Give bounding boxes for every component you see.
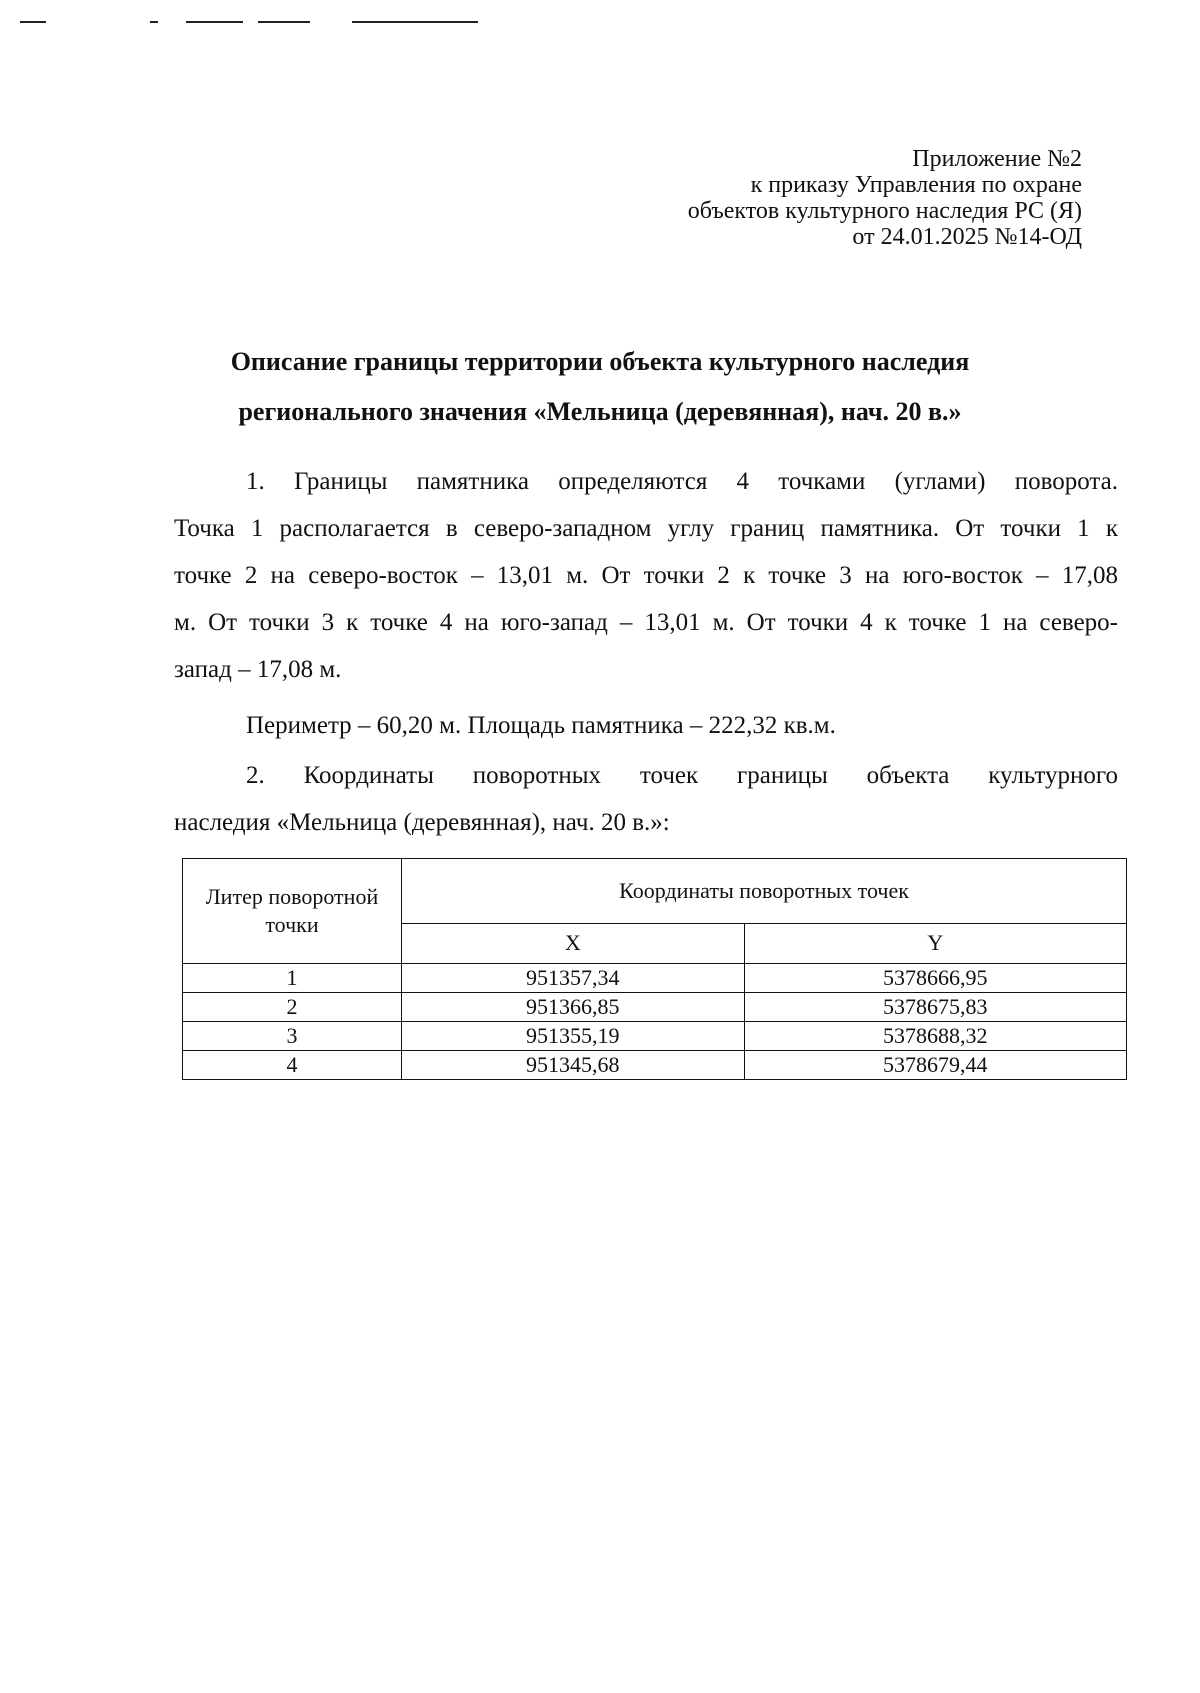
paragraph-line: точке 2 на северо-восток – 13,01 м. От точки 2 к точке 3 на юго-восток – 17,08 xyxy=(174,562,1118,589)
y-cell: 5378675,83 xyxy=(744,993,1126,1022)
appendix-line: к приказу Управления по охране xyxy=(750,172,1082,198)
scan-mark xyxy=(186,21,243,23)
table-row xyxy=(183,993,1127,1022)
appendix-line: от 24.01.2025 №14-ОД xyxy=(852,224,1082,250)
table-row xyxy=(183,964,1127,993)
perimeter-text: Периметр – 60,20 м. Площадь памятника – 222,32 кв.м. xyxy=(246,712,836,739)
appendix-line: объектов культурного наследия РС (Я) xyxy=(687,198,1082,224)
point-cell: 3 xyxy=(183,1022,402,1051)
section-1-paragraph xyxy=(174,458,1118,693)
scan-mark xyxy=(20,21,46,23)
title-line: регионального значения «Мельница (деревянная), нач. 20 в.» xyxy=(238,397,962,426)
point-cell: 1 xyxy=(183,964,402,993)
header-y: Y xyxy=(744,923,1126,963)
table-header-row xyxy=(183,859,1127,924)
scan-mark xyxy=(352,21,478,23)
appendix-line: Приложение №2 xyxy=(912,146,1082,172)
scan-mark xyxy=(258,21,310,23)
y-cell: 5378688,32 xyxy=(744,1022,1126,1051)
section-2-paragraph xyxy=(174,752,1118,846)
scan-mark xyxy=(150,21,158,23)
table-row xyxy=(183,1051,1127,1080)
perimeter-paragraph xyxy=(174,702,1118,749)
paragraph-line: м. От точки 3 к точке 4 на юго-запад – 13,01 м. От точки 4 к точке 1 на северо- xyxy=(174,609,1118,636)
x-cell: 951355,19 xyxy=(402,1022,745,1051)
paragraph-line: 2. Координаты поворотных точек границы объекта культурного xyxy=(246,762,1118,789)
paragraph-line: наследия «Мельница (деревянная), нач. 20 в.»: xyxy=(174,809,670,836)
paragraph-line: 1. Границы памятника определяются 4 точками (углами) поворота. xyxy=(246,468,1118,495)
paragraph-line: Точка 1 располагается в северо-западном углу границ памятника. От точки 1 к xyxy=(174,515,1118,542)
header-point-label: Литер поворотной точки xyxy=(183,859,402,964)
y-cell: 5378679,44 xyxy=(744,1051,1126,1080)
scan-artifact-marks xyxy=(0,0,1200,40)
y-cell: 5378666,95 xyxy=(744,964,1126,993)
title-line: Описание границы территории объекта культурного наследия xyxy=(230,347,970,376)
x-cell: 951357,34 xyxy=(402,964,745,993)
paragraph-line: запад – 17,08 м. xyxy=(174,656,342,683)
header-coordinates: Координаты поворотных точек xyxy=(402,859,1127,924)
point-cell: 2 xyxy=(183,993,402,1022)
point-cell: 4 xyxy=(183,1051,402,1080)
x-cell: 951366,85 xyxy=(402,993,745,1022)
header-x: X xyxy=(402,923,745,963)
table-row xyxy=(183,1022,1127,1051)
coordinates-table xyxy=(182,858,1127,1080)
appendix-reference xyxy=(688,146,1082,250)
x-cell: 951345,68 xyxy=(402,1051,745,1080)
